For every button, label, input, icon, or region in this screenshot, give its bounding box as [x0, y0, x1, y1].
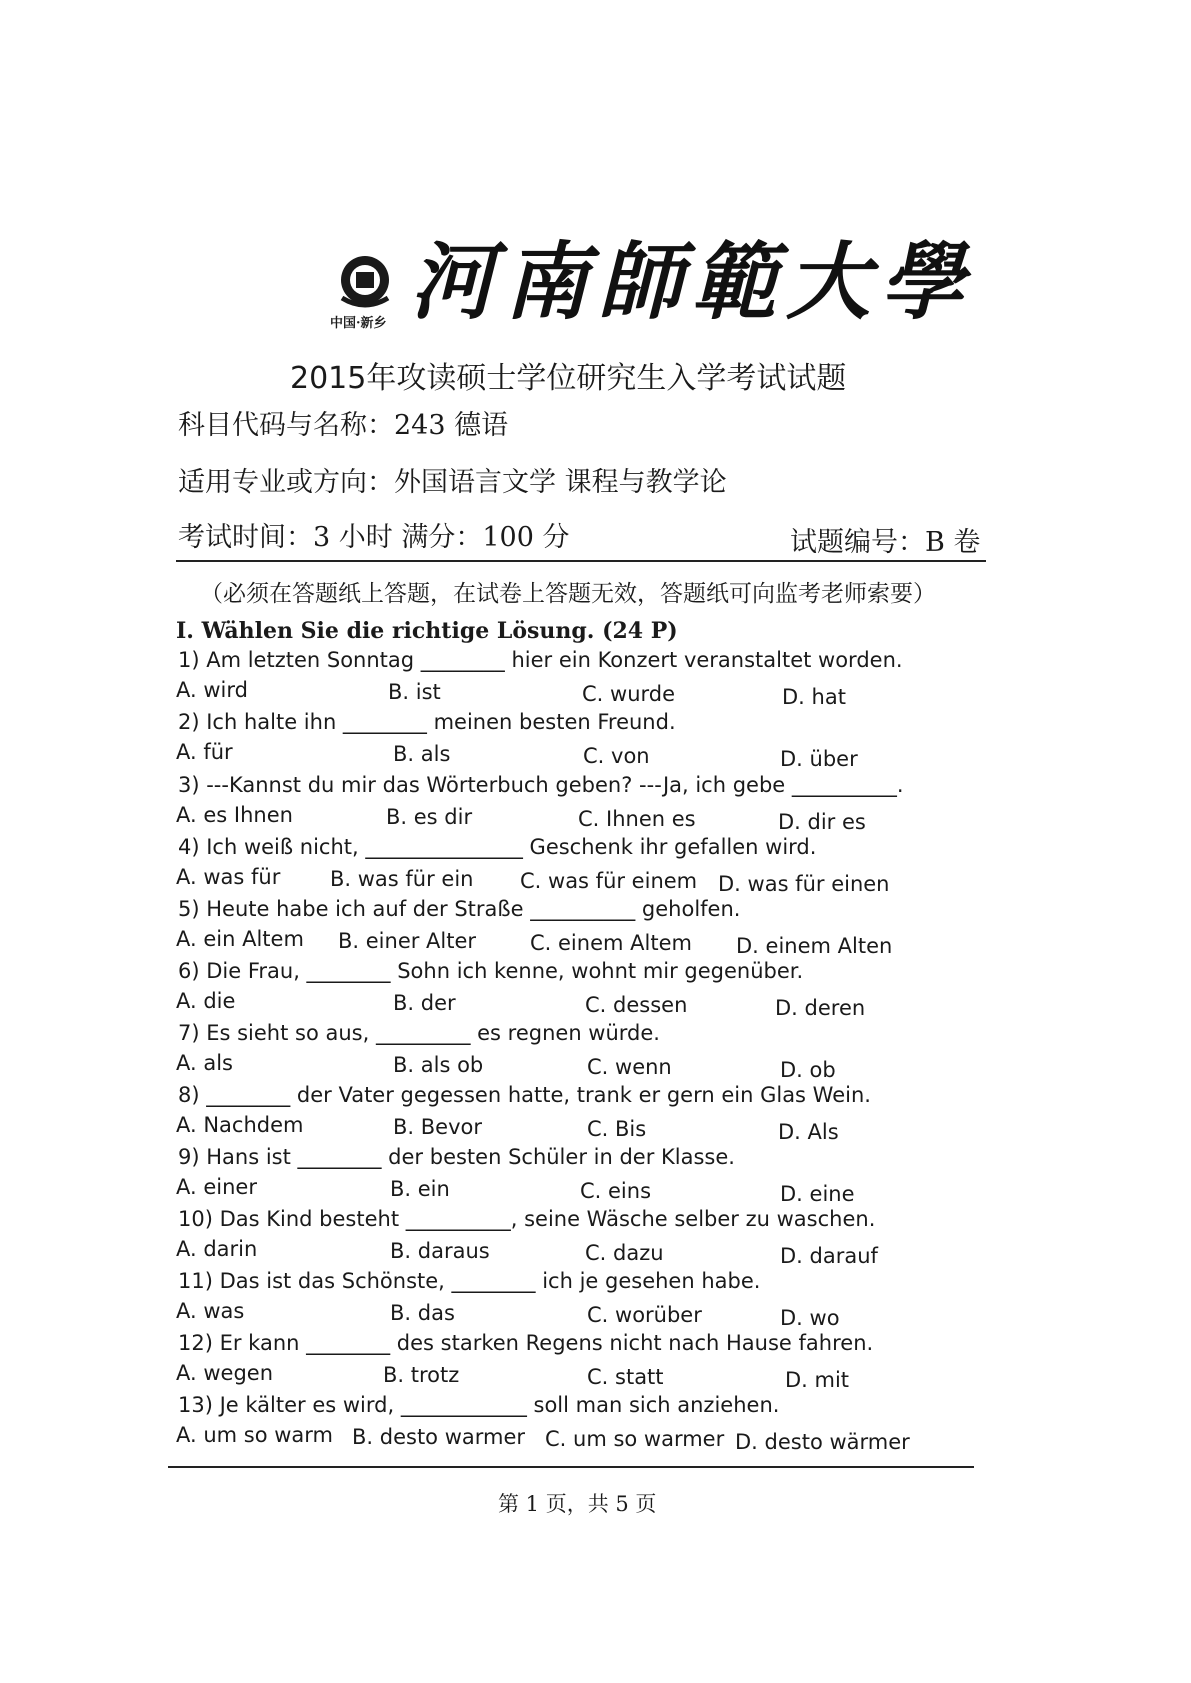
- option-c: C. von: [583, 744, 650, 768]
- option-b: B. trotz: [383, 1363, 460, 1387]
- option-d: D. was für einen: [718, 872, 890, 896]
- question-text: 7) Es sieht so aus, _________ es regnen würde.: [178, 1021, 660, 1045]
- option-a: A. als: [176, 1051, 233, 1075]
- option-b: B. das: [390, 1301, 455, 1325]
- option-a: A. für: [176, 740, 233, 764]
- option-c: C. um so warmer: [545, 1427, 725, 1451]
- option-c: C. dessen: [585, 993, 688, 1017]
- option-b: B. der: [393, 991, 456, 1015]
- option-c: C. eins: [580, 1179, 652, 1203]
- question-text: 10) Das Kind besteht __________, seine Wäsche selber zu waschen.: [178, 1207, 876, 1231]
- question-text: 3) ---Kannst du mir das Wörterbuch geben? ---Ja, ich gebe __________.: [178, 773, 904, 797]
- question-text: 5) Heute habe ich auf der Straße __________ geholfen.: [178, 897, 741, 921]
- option-b: B. es dir: [386, 805, 473, 829]
- question-text: 1) Am letzten Sonntag ________ hier ein Konzert veranstaltet worden.: [178, 648, 903, 672]
- option-c: C. Ihnen es: [578, 807, 696, 831]
- option-d: D. einem Alten: [736, 934, 893, 958]
- option-d: D. Als: [778, 1120, 839, 1144]
- question-text: 12) Er kann ________ des starken Regens nicht nach Hause fahren.: [178, 1331, 874, 1355]
- option-b: B. daraus: [390, 1239, 490, 1263]
- question-text: 6) Die Frau, ________ Sohn ich kenne, wohnt mir gegenüber.: [178, 959, 804, 983]
- option-c: C. statt: [587, 1365, 664, 1389]
- option-a: A. einer: [176, 1175, 257, 1199]
- option-d: D. darauf: [780, 1244, 878, 1268]
- option-b: B. einer Alter: [338, 929, 477, 953]
- option-d: D. dir es: [778, 810, 866, 834]
- question-text: 8) ________ der Vater gegessen hatte, trank er gern ein Glas Wein.: [178, 1083, 871, 1107]
- question-text: 13) Je kälter es wird, ____________ soll man sich anziehen.: [178, 1393, 780, 1417]
- option-c: C. worüber: [587, 1303, 702, 1327]
- major-line: 适用专业或方向：外国语言文学 课程与教学论: [178, 467, 727, 498]
- option-c: C. wenn: [587, 1055, 672, 1079]
- question-text: 9) Hans ist ________ der besten Schüler in der Klasse.: [178, 1145, 735, 1169]
- answer-sheet-notice: （必须在答题纸上答题，在试卷上答题无效，答题纸可向监考老师索要）: [200, 581, 936, 607]
- exam-title: 2015年攻读硕士学位研究生入学考试试题: [290, 361, 847, 396]
- option-a: A. wegen: [176, 1361, 274, 1385]
- option-d: D. hat: [782, 685, 846, 709]
- option-c: C. einem Altem: [530, 931, 692, 955]
- subject-line: 科目代码与名称：243 德语: [178, 410, 509, 441]
- footer-divider: [168, 1466, 974, 1468]
- option-a: A. Nachdem: [176, 1113, 304, 1137]
- option-d: D. mit: [785, 1368, 850, 1392]
- option-b: B. als: [393, 742, 451, 766]
- option-b: B. Bevor: [393, 1115, 482, 1139]
- question-text: 4) Ich weiß nicht, _______________ Geschenk ihr gefallen wird.: [178, 835, 817, 859]
- header-divider: [176, 560, 986, 562]
- university-name: 河南師範大學: [410, 232, 975, 331]
- option-a: A. was: [176, 1299, 245, 1323]
- question-text: 2) Ich halte ihn ________ meinen besten Freund.: [178, 710, 676, 734]
- option-a: A. es Ihnen: [176, 803, 293, 827]
- option-c: C. was für einem: [520, 869, 698, 893]
- option-a: A. ein Altem: [176, 927, 304, 951]
- option-b: B. ein: [390, 1177, 450, 1201]
- option-b: B. was für ein: [330, 867, 474, 891]
- question-text: 11) Das ist das Schönste, ________ ich je gesehen habe.: [178, 1269, 761, 1293]
- option-d: D. desto wärmer: [735, 1430, 910, 1454]
- page-indicator: 第 1 页，共 5 页: [498, 1492, 657, 1516]
- option-b: B. desto warmer: [352, 1425, 526, 1449]
- option-c: C. Bis: [587, 1117, 647, 1141]
- time-score-line: 考试时间：3 小时 满分：100 分: [178, 522, 570, 553]
- option-a: A. was für: [176, 865, 281, 889]
- option-d: D. wo: [780, 1306, 840, 1330]
- option-a: A. die: [176, 989, 236, 1013]
- option-c: C. wurde: [582, 682, 676, 706]
- paper-code: 试题编号：B 卷: [790, 527, 981, 558]
- option-c: C. dazu: [585, 1241, 664, 1265]
- option-a: A. um so warm: [176, 1423, 334, 1447]
- option-d: D. ob: [780, 1058, 836, 1082]
- option-a: A. darin: [176, 1237, 258, 1261]
- option-b: B. ist: [388, 680, 441, 704]
- option-d: D. deren: [775, 996, 866, 1020]
- option-a: A. wird: [176, 678, 248, 702]
- section-title: I. Wählen Sie die richtige Lösung. (24 P): [176, 618, 678, 644]
- option-d: D. über: [780, 747, 858, 771]
- option-b: B. als ob: [393, 1053, 484, 1077]
- option-d: D. eine: [780, 1182, 855, 1206]
- emblem-caption: 中国·新乡: [330, 316, 387, 331]
